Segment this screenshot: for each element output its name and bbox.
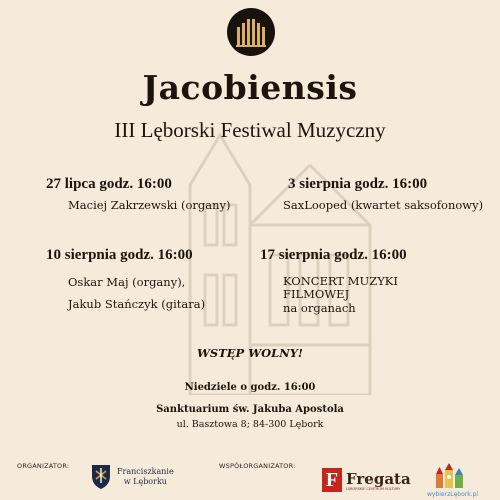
concert-2-date: 3 sierpnia godz. 16:00 [288,176,428,192]
organizer-name-line-2: w Lęborku [123,477,167,486]
city-brand-text: wybierzLębork.pl [427,491,479,498]
fregata-f-glyph-icon: F [325,469,339,491]
coorganizer-label: WSPÓŁORGANIZATOR: [219,462,296,470]
concert-3-date: 10 sierpnia godz. 16:00 [46,247,193,263]
concert-2-performer: SaxLooped (kwartet saksofonowy) [283,198,484,212]
venue-address: ul. Basztowa 8; 84-300 Lębork [176,419,324,430]
organ-pipes-icon [234,15,268,49]
concert-4-line-2: FILMOWEJ [283,287,350,301]
concert-1-performer: Maciej Zakrzewski (organy) [68,198,231,212]
concert-4-date: 17 sierpnia godz. 16:00 [260,247,407,263]
concert-3-performer-2: Jakub Stańczyk (gitara) [68,297,206,311]
concert-4-line-1: KONCERT MUZYKI [283,274,398,288]
fregata-name: Fregata [346,470,411,488]
concert-3-performer-1: Oskar Maj (organy), [68,275,186,289]
festival-title: Jacobiensis [142,68,358,107]
festival-subtitle: III Lęborski Festiwal Muzyczny [114,118,386,142]
organizer-label: ORGANIZATOR: [17,462,70,470]
city-skyline-icon [433,462,467,490]
sponsors-footer [0,452,500,500]
free-entry-notice: WSTĘP WOLNY! [197,346,303,360]
venue-name: Sanktuarium św. Jakuba Apostola [156,404,344,415]
organizer-name-line-1: Franciszkanie [117,467,174,476]
concert-1-date: 27 lipca godz. 16:00 [46,176,172,192]
fregata-logo-mark [322,468,342,492]
organizer-name [117,467,174,487]
organ-pipes-logo [227,8,275,56]
fregata-tagline: LĘBORSKIE CENTRUM KULTURY [346,487,401,491]
concert-4-line-3: na organach [283,301,356,315]
franciscan-crest-icon [90,462,112,490]
schedule-note: Niedziele o godz. 16:00 [184,382,316,393]
